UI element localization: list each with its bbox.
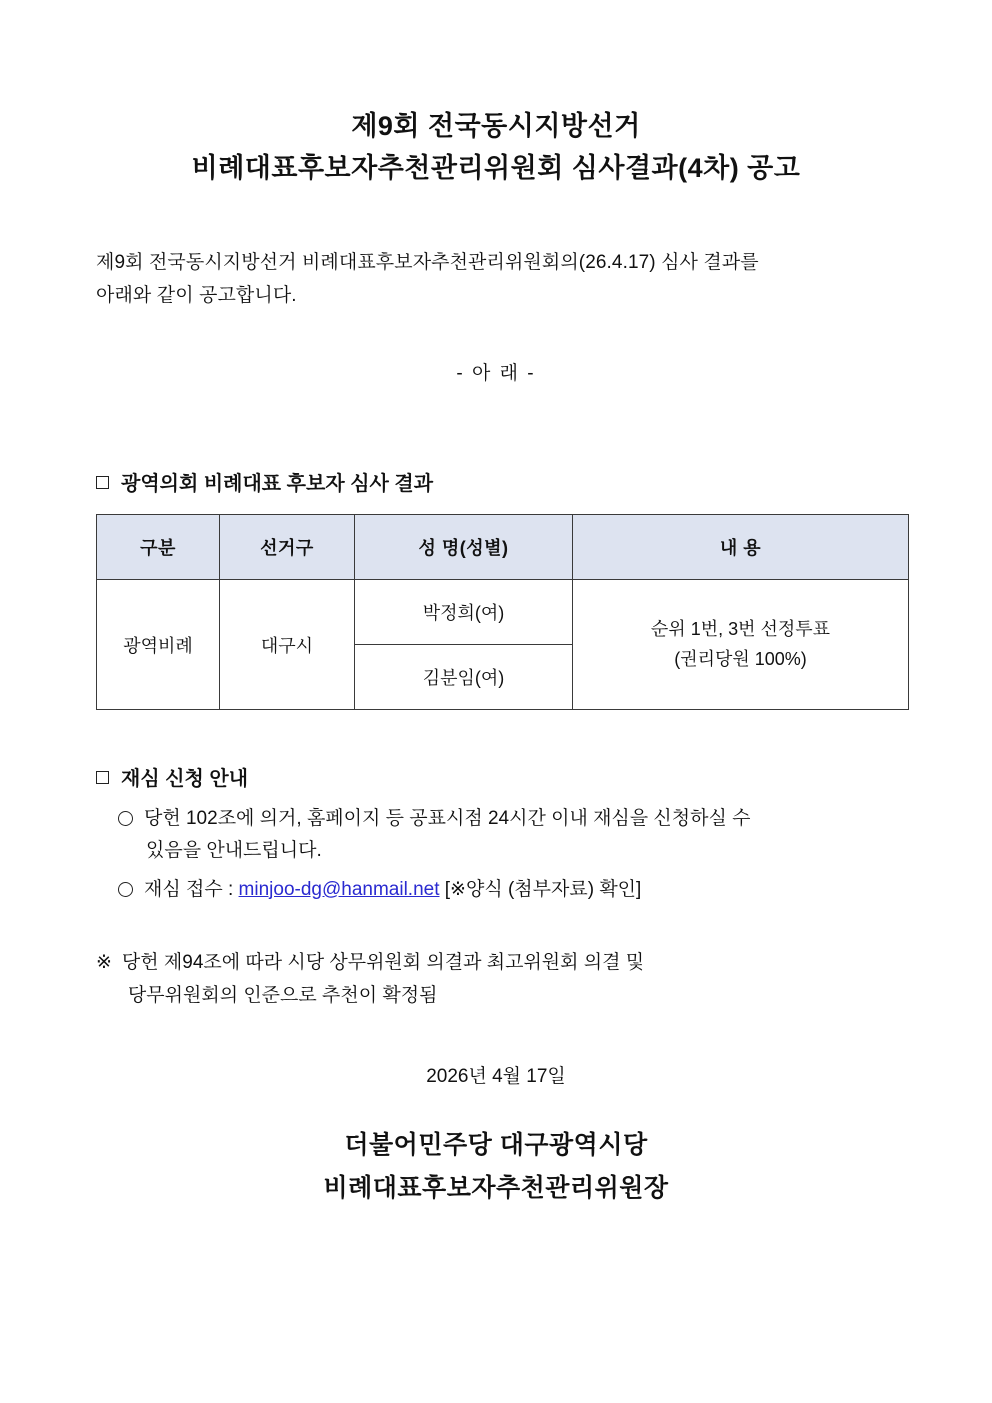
list-item <box>118 874 896 906</box>
column-header-gubun: 구분 <box>97 515 220 580</box>
circle-bullet-icon <box>118 811 133 826</box>
table-header-row <box>97 515 909 580</box>
signature-line-1: 더불어민주당 대구광역시당 <box>344 1130 648 1159</box>
review-submit-prefix: 재심 접수 : <box>144 878 239 900</box>
section-heading-table <box>96 467 896 496</box>
section-heading-table-label: 광역의회 비례대표 후보자 심사 결과 <box>121 473 434 496</box>
intro-line-1: 제9회 전국동시지방선거 비례대표후보자추천관리위원회의(26.4.17) 심사 결과를 <box>96 251 759 273</box>
cell-gubun: 광역비례 <box>97 580 220 710</box>
intro-paragraph <box>96 246 896 313</box>
list-item <box>118 803 896 868</box>
result-table <box>96 514 909 710</box>
column-header-content: 내 용 <box>573 515 909 580</box>
section-heading-review <box>96 762 896 791</box>
page-title <box>96 106 896 190</box>
list-item-text <box>144 874 641 906</box>
section-heading-review-label: 재심 신청 안내 <box>121 768 249 791</box>
list-item-line-1: 당헌 102조에 의거, 홈페이지 등 공표시점 24시간 이내 재심을 신청하실 수 <box>144 808 751 830</box>
cell-content-line-2: (권리당원 100%) <box>674 648 807 669</box>
issue-date: 2026년 4월 17일 <box>426 1065 566 1087</box>
cell-district: 대구시 <box>220 580 355 710</box>
circle-bullet-icon <box>118 882 133 897</box>
asterisk-icon: ※ <box>96 952 112 974</box>
footnote <box>96 946 896 1013</box>
column-header-name: 성 명(성별) <box>355 515 573 580</box>
signature-block <box>96 1124 896 1212</box>
cell-candidate-name-1: 박정희(여) <box>355 580 573 645</box>
signature-line-2: 비례대표후보자추천관리위원장 <box>323 1174 669 1203</box>
cell-content-line-1: 순위 1번, 3번 선정투표 <box>650 619 831 639</box>
list-item-text <box>144 803 750 868</box>
footnote-text <box>122 946 644 1013</box>
title-line-2: 비례대표후보자추천관리위원회 심사결과(4차) 공고 <box>191 152 801 183</box>
square-bullet-icon <box>96 771 109 784</box>
review-submit-suffix: [※양식 (첨부자료) 확인] <box>439 878 642 900</box>
review-bullet-list <box>96 803 896 906</box>
table-row <box>97 580 909 645</box>
footnote-line-1: 당헌 제94조에 따라 시당 상무위원회 의결과 최고위원회 의결 및 <box>121 952 645 974</box>
arae-label: - 아 래 - <box>456 363 536 385</box>
intro-line-2: 아래와 같이 공고합니다. <box>96 284 297 306</box>
review-email-link[interactable]: minjoo-dg@hanmail.net <box>238 878 440 900</box>
footnote-line-2: 당무위원회의 인준으로 추천이 확정됨 <box>127 985 438 1007</box>
list-item-line-2: 있음을 안내드립니다. <box>146 840 322 862</box>
cell-content <box>573 580 909 710</box>
title-line-1: 제9회 전국동시지방선거 <box>351 111 641 141</box>
cell-candidate-name-2: 김분임(여) <box>355 645 573 710</box>
square-bullet-icon <box>96 476 109 489</box>
column-header-district: 선거구 <box>220 515 355 580</box>
